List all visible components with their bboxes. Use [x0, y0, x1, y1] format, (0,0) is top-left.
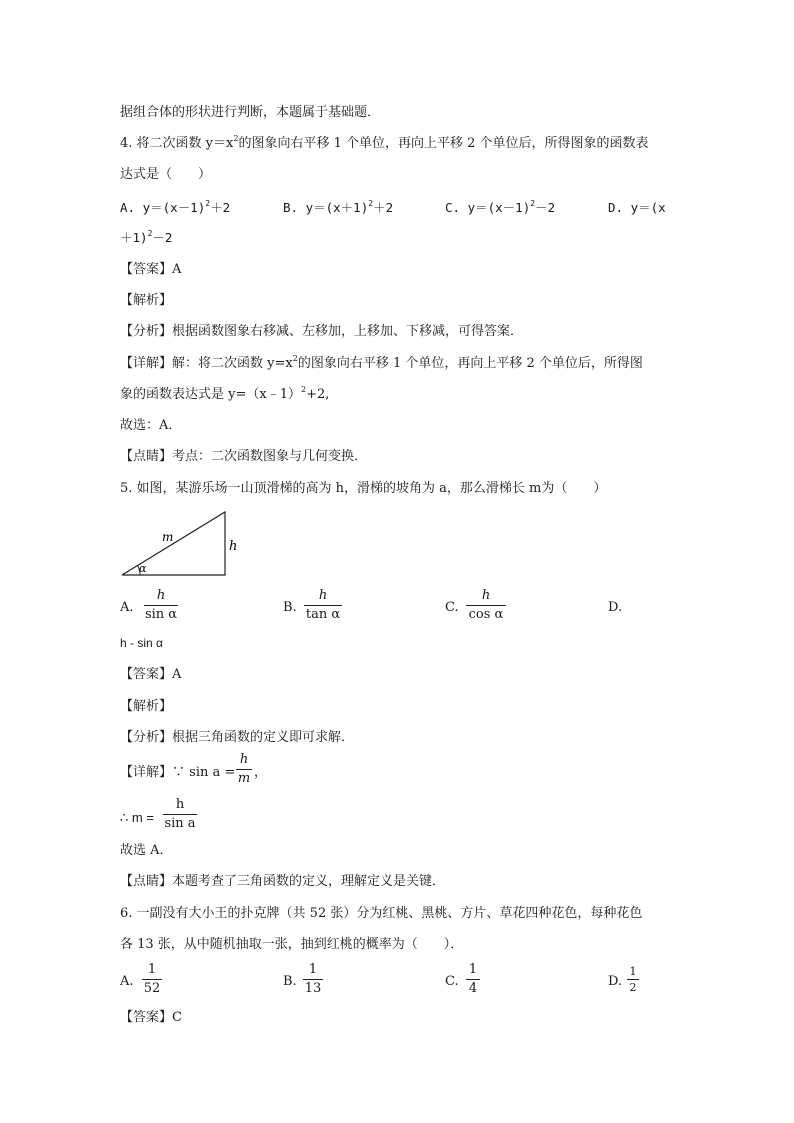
q5-option-c-fraction[interactable]: h cos α — [466, 588, 506, 623]
q4-option-b[interactable]: B. $y=(x+1)^2+2$ — [283, 199, 394, 215]
q4-comment: 【点睛】考点：二次函数图象与几何变换． — [120, 449, 368, 464]
q5-detail-fraction: h m — [237, 752, 251, 786]
q4-answer: 【答案】A — [120, 262, 182, 277]
q4-analysis-heading: 【解析】 — [120, 293, 173, 308]
q5-comment: 【点睛】本题考查了三角函数的定义，理解定义是关键． — [120, 874, 446, 889]
q5-option-d-wrap: h - sin α — [120, 636, 163, 650]
q4-option-c[interactable]: C. $y=(x-1)^2-2$ — [445, 199, 556, 215]
label-m: m — [162, 530, 174, 544]
q6-option-a-label[interactable]: A. — [120, 974, 134, 989]
label-h: h — [229, 539, 238, 554]
q6-stem-line2: 各 13 张，从中随机抽取一张，抽到红桃的概率为（ ）． — [120, 937, 464, 952]
q6-option-a-fraction[interactable]: 1 52 — [143, 962, 161, 996]
q5-triangle-figure — [118, 508, 248, 580]
q4-option-d[interactable]: D. y＝(x — [608, 200, 666, 215]
q5-detail-comma: ， — [254, 765, 268, 780]
q4-stem-line2: 达式是（ ） — [120, 167, 212, 182]
q5-option-a-label[interactable]: A. — [120, 600, 134, 615]
q5-option-b-label[interactable]: B. — [283, 600, 297, 615]
q5-option-b-fraction[interactable]: h tan α — [305, 588, 341, 622]
q5-answer: 【答案】A — [120, 667, 182, 682]
q5-option-c-label[interactable]: C. — [445, 600, 459, 615]
q5-therefore-fraction: h sin a — [164, 797, 196, 831]
q5-option-d-label[interactable]: D. — [608, 600, 623, 615]
q4-fenxi: 【分析】根据函数图象右移减、左移加，上移加、下移减，可得答案． — [120, 324, 524, 339]
q6-option-c-label[interactable]: C. — [445, 974, 459, 989]
label-alpha: α — [139, 562, 147, 575]
q6-option-b-fraction[interactable]: 1 13 — [304, 962, 322, 996]
q4-choose: 故选：A． — [120, 418, 182, 433]
q4-option-d-wrap: ＋1)$^2$－2 — [120, 229, 173, 245]
q3-tail-text: 据组合体的形状进行判断，本题属于基础题． — [120, 105, 381, 120]
q4-stem-line1: 4. 将二次函数 $y=x^2$的图象向右平移 1 个单位，再向上平移 2 个单位后，所得图象的函数表 — [120, 134, 649, 151]
q5-detail-line: 【详解】∵ sin a = — [120, 765, 236, 780]
q5-choose: 故选 A． — [120, 843, 173, 858]
q4-detail-line1: 【详解】解：将二次函数 $y=x^2$的图象向右平移 1 个单位，再向上平移 2 个单位后，所得图 — [120, 354, 643, 371]
q5-option-a-fraction[interactable]: h sin α — [144, 588, 178, 622]
q6-option-c-fraction[interactable]: 1 4 — [466, 962, 480, 997]
q6-option-d-fraction[interactable]: 1 2 — [627, 965, 639, 994]
q6-option-d-label[interactable]: D. — [608, 974, 623, 989]
q5-analysis-heading: 【解析】 — [120, 699, 173, 714]
q6-option-b-label[interactable]: B. — [283, 974, 297, 989]
q4-detail-line2: 象的函数表达式是 y=（x﹣1）$^2$+2, — [120, 385, 330, 402]
q6-stem-line1: 6. 一副没有大小王的扑克牌（共 52 张）分为红桃、黑桃、方片、草花四种花色，每种花色 — [120, 906, 643, 921]
q5-therefore: ∴ m = — [120, 810, 154, 825]
q6-answer: 【答案】C — [120, 1010, 182, 1025]
q5-stem: 5. 如图，某游乐场一山顶滑梯的高为 h，滑梯的坡角为 a，那么滑梯长 m为（ ） — [120, 481, 607, 496]
q5-fenxi: 【分析】根据三角函数的定义即可求解． — [120, 730, 355, 745]
q4-option-a[interactable]: A. $y=(x-1)^2+2$ — [120, 199, 231, 215]
